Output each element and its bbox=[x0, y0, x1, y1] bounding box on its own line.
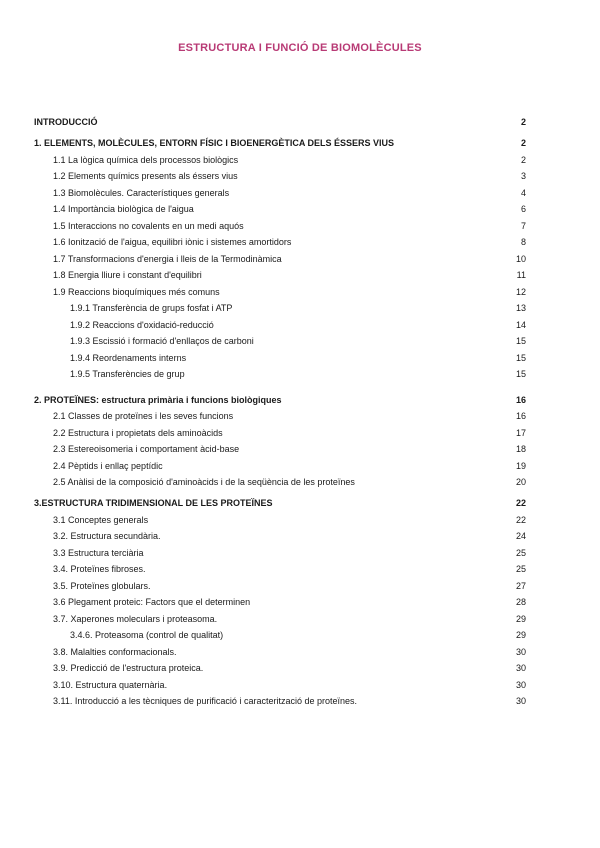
toc-entry-3-4[interactable] bbox=[34, 564, 526, 581]
toc-entry-1-9-5[interactable] bbox=[34, 369, 526, 386]
toc-entry-3-7[interactable] bbox=[34, 614, 526, 631]
toc-entry-page: 27 bbox=[515, 580, 526, 591]
toc-entry-text: 2.1 Classes de proteïnes i les seves funcions bbox=[53, 411, 234, 421]
toc-entry-page: 2 bbox=[520, 117, 526, 127]
toc-entry-1-9-3[interactable] bbox=[34, 336, 526, 353]
toc-entry-text: INTRODUCCIÓ bbox=[34, 117, 98, 127]
toc-entry-page: 24 bbox=[515, 531, 526, 541]
document-title: ESTRUCTURA I FUNCIÓ DE BIOMOLÈCULES bbox=[178, 42, 422, 54]
toc-entry-2-3[interactable] bbox=[34, 444, 526, 461]
toc-entry-text: 1.9.3 Escissió i formació d'enllaços de carboni bbox=[70, 336, 254, 346]
toc-entry-3-2[interactable] bbox=[34, 531, 526, 548]
toc-entry-page: 11 bbox=[516, 270, 526, 280]
toc-entry-page: 30 bbox=[515, 663, 526, 673]
toc-entry-section-2[interactable] bbox=[34, 395, 526, 412]
toc-entry-text: 1.9.1 Transferència de grups fosfat i ATP bbox=[70, 303, 233, 313]
toc-entry-page: 25 bbox=[515, 564, 526, 574]
toc-entry-text: 1.7 Transformacions d'energia i lleis de la Termodinàmica bbox=[53, 253, 282, 264]
toc-entry-text: 3.3 Estructura terciària bbox=[53, 547, 144, 558]
toc-entry-2-1[interactable] bbox=[34, 411, 526, 428]
toc-entry-2-2[interactable] bbox=[34, 428, 526, 445]
toc-entry-introduction[interactable] bbox=[34, 117, 526, 134]
toc-entry-page: 16 bbox=[515, 394, 526, 405]
toc-entry-3-9[interactable] bbox=[34, 663, 526, 680]
toc-entry-text: 1.2 Elements químics presents als éssers vius bbox=[53, 171, 238, 181]
toc-entry-2-5[interactable] bbox=[34, 477, 526, 494]
toc-entry-page: 30 bbox=[515, 696, 526, 706]
toc-entry-3-4-6[interactable] bbox=[34, 630, 526, 647]
toc-entry-text: 3.7. Xaperones moleculars i proteasoma. bbox=[53, 613, 218, 624]
toc-entry-text: 1.5 Interaccions no covalents en un medi aquós bbox=[53, 220, 244, 231]
toc-entry-3-3[interactable] bbox=[34, 548, 526, 565]
toc-entry-page: 8 bbox=[520, 237, 526, 247]
toc-entry-text: 3.ESTRUCTURA TRIDIMENSIONAL DE LES PROTEÏNES bbox=[34, 498, 273, 508]
toc-entry-page: 29 bbox=[515, 613, 526, 624]
toc-entry-1-5[interactable] bbox=[34, 221, 526, 238]
toc-entry-text: 2.3 Estereoisomeria i comportament àcid-base bbox=[53, 444, 240, 454]
toc-entry-text: 2.4 Pèptids i enllaç peptídic bbox=[53, 460, 163, 471]
toc-entry-1-9-1[interactable] bbox=[34, 303, 526, 320]
toc-entry-page: 15 bbox=[515, 352, 526, 363]
toc-entry-text: 1.4 Importància biològica de l'aigua bbox=[53, 204, 194, 214]
toc-entry-page: 18 bbox=[515, 444, 526, 454]
toc-entry-text: 2.2 Estructura i propietats dels aminoàcids bbox=[53, 427, 223, 438]
toc-entry-text: 1.9.4 Reordenaments interns bbox=[70, 352, 187, 363]
toc-entry-section-1[interactable] bbox=[34, 138, 526, 155]
toc-entry-text: 1.3 Biomolècules. Característiques generals bbox=[53, 187, 230, 198]
toc-entry-1-8[interactable] bbox=[34, 270, 526, 287]
toc-entry-text: 1. ELEMENTS, MOLÈCULES, ENTORN FÍSIC I BIOENERGÈTICA DELS ÉSSERS VIUS bbox=[34, 138, 395, 148]
toc-entry-text: 3.4.6. Proteasoma (control de qualitat) bbox=[70, 630, 224, 640]
toc-entry-text: 2. PROTEÏNES: estructura primària i funcions biològiques bbox=[34, 394, 282, 405]
toc-entry-text: 3.11. Introducció a les tècniques de purificació i caracterització de proteïnes. bbox=[53, 696, 358, 706]
toc-entry-text: 1.6 Ionització de l'aigua, equilibri iònic i sistemes amortidors bbox=[53, 237, 292, 247]
toc-entry-page: 28 bbox=[515, 597, 526, 607]
toc-entry-3-5[interactable] bbox=[34, 581, 526, 598]
toc-entry-page: 25 bbox=[515, 547, 526, 558]
toc-entry-page: 2 bbox=[520, 138, 526, 148]
toc-entry-page: 3 bbox=[520, 171, 526, 181]
toc-entry-text: 3.8. Malalties conformacionals. bbox=[53, 646, 177, 657]
toc-entry-page: 20 bbox=[515, 477, 526, 487]
toc-entry-text: 3.6 Plegament proteic: Factors que el determinen bbox=[53, 597, 251, 607]
toc-entry-1-9[interactable] bbox=[34, 287, 526, 304]
toc-entry-text: 1.9.5 Transferències de grup bbox=[70, 369, 185, 379]
toc-entry-text: 1.1 La lògica química dels processos biològics bbox=[53, 154, 239, 165]
toc-entry-page: 30 bbox=[515, 646, 526, 657]
toc-entry-section-3[interactable] bbox=[34, 498, 526, 515]
toc-entry-page: 10 bbox=[515, 253, 526, 264]
toc-entry-page: 30 bbox=[515, 679, 526, 690]
toc-entry-1-4[interactable] bbox=[34, 204, 526, 221]
toc-entry-text: 3.10. Estructura quaternària. bbox=[53, 679, 168, 690]
toc-entry-1-9-4[interactable] bbox=[34, 353, 526, 370]
toc-entry-3-10[interactable] bbox=[34, 680, 526, 697]
toc-entry-page: 22 bbox=[515, 514, 526, 525]
toc-entry-page: 7 bbox=[520, 220, 526, 231]
toc-entry-page: 22 bbox=[515, 498, 526, 508]
toc-entry-page: 17 bbox=[515, 427, 526, 438]
toc-entry-3-6[interactable] bbox=[34, 597, 526, 614]
toc-entry-2-4[interactable] bbox=[34, 461, 526, 478]
toc-entry-3-1[interactable] bbox=[34, 515, 526, 532]
toc-entry-1-2[interactable] bbox=[34, 171, 526, 188]
toc-entry-1-3[interactable] bbox=[34, 188, 526, 205]
toc-entry-text: 3.5. Proteïnes globulars. bbox=[53, 580, 151, 591]
toc-entry-page: 13 bbox=[515, 303, 526, 313]
toc-entry-page: 16 bbox=[515, 411, 526, 421]
toc-entry-text: 3.2. Estructura secundària. bbox=[53, 531, 161, 541]
toc-entry-1-7[interactable] bbox=[34, 254, 526, 271]
toc-entry-3-8[interactable] bbox=[34, 647, 526, 664]
toc-entry-page: 15 bbox=[515, 369, 526, 379]
toc-entry-text: 3.4. Proteïnes fibroses. bbox=[53, 564, 146, 574]
toc-entry-text: 1.9 Reaccions bioquímiques més comuns bbox=[53, 286, 220, 297]
toc-entry-3-11[interactable] bbox=[34, 696, 526, 713]
toc-entry-page: 15 bbox=[515, 336, 526, 346]
toc-entry-1-9-2[interactable] bbox=[34, 320, 526, 337]
toc-entry-1-6[interactable] bbox=[34, 237, 526, 254]
toc-entry-text: 1.9.2 Reaccions d'oxidació-reducció bbox=[70, 319, 214, 330]
toc-entry-page: 14 bbox=[515, 319, 526, 330]
toc-entry-text: 2.5 Anàlisi de la composició d'aminoàcids i de la seqüència de les proteïnes bbox=[53, 477, 355, 487]
toc-entry-page: 6 bbox=[520, 204, 526, 214]
toc-entry-page: 2 bbox=[520, 154, 526, 165]
toc-entry-1-1[interactable] bbox=[34, 155, 526, 172]
toc-entry-text: 3.1 Conceptes generals bbox=[53, 514, 149, 525]
toc-entry-page: 19 bbox=[515, 460, 526, 471]
toc-entry-page: 29 bbox=[515, 630, 526, 640]
toc-entry-text: 1.8 Energia lliure i constant d'equilibri bbox=[53, 270, 202, 280]
table-of-contents bbox=[34, 117, 526, 713]
toc-entry-text: 3.9. Predicció de l'estructura proteica. bbox=[53, 663, 204, 673]
toc-entry-page: 12 bbox=[515, 286, 526, 297]
toc-entry-page: 4 bbox=[520, 187, 526, 198]
